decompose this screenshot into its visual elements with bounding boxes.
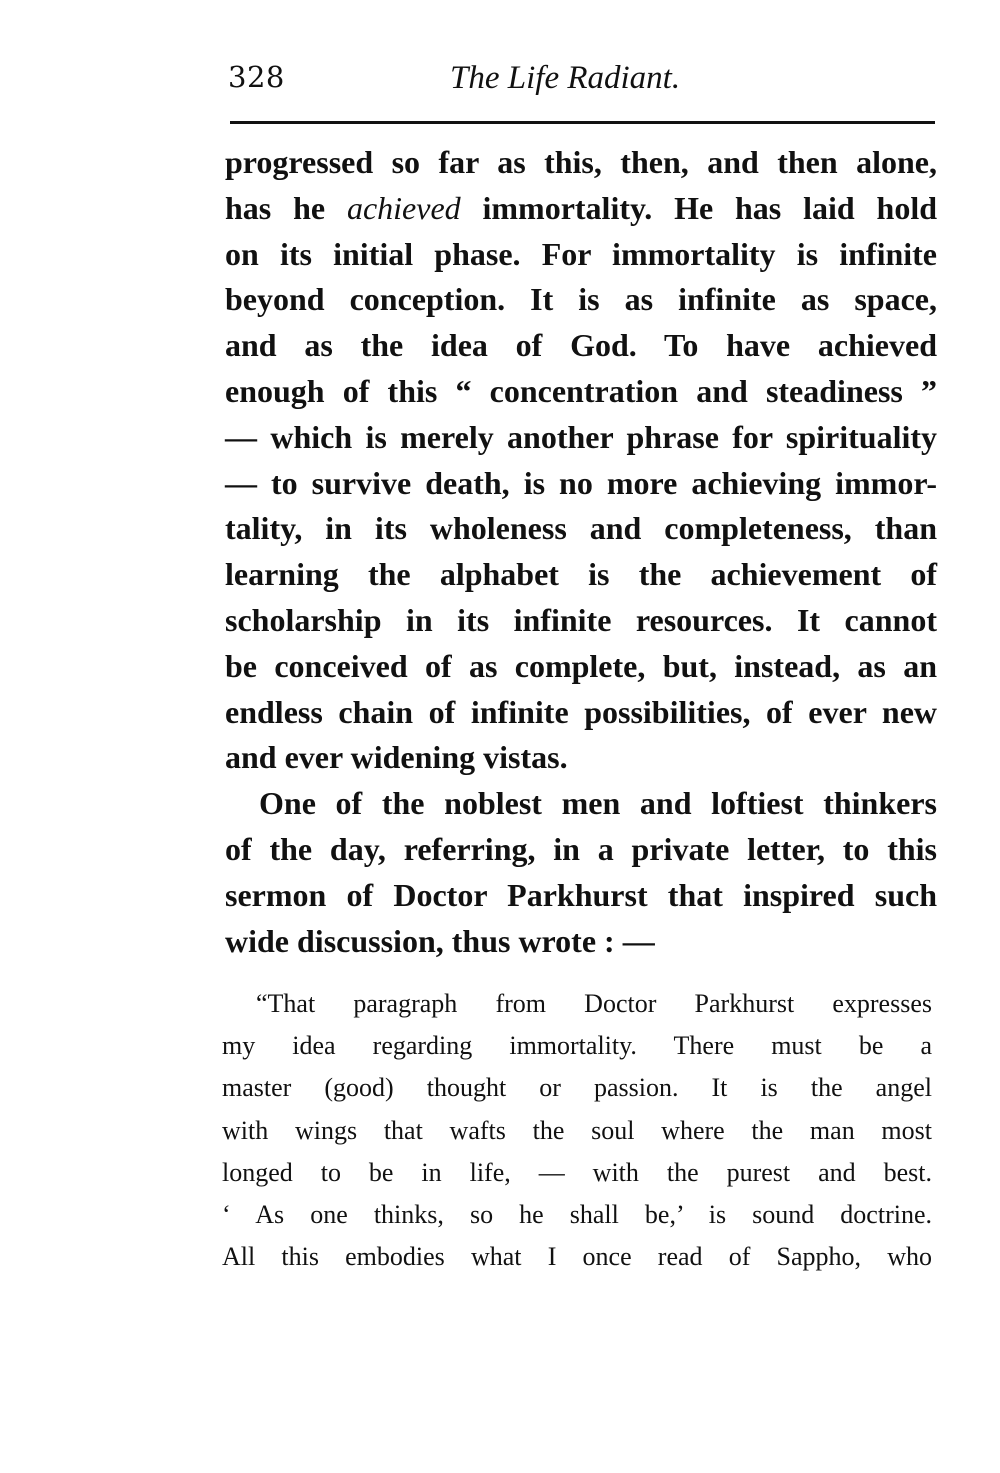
quote-line: master (good) thought or passion. It is the angel: [222, 1073, 932, 1103]
running-title: The Life Radiant.: [450, 60, 681, 96]
quote-line: with wings that wafts the soul where the man most: [222, 1115, 932, 1145]
paragraph-1: [225, 140, 937, 781]
text-run: has he: [225, 189, 347, 226]
page-number: 328: [228, 60, 285, 94]
quote-line: my idea regarding immortality. There must be a: [222, 1031, 932, 1061]
quote-line: ‘ As one thinks, so he shall be,’ is sound doctrine.: [222, 1200, 932, 1230]
text-line: and as the idea of God. To have achieved: [225, 327, 937, 364]
text-line: learning the alphabet is the achievement of: [225, 556, 937, 593]
text-line: scholarship in its infinite resources. It cannot: [225, 601, 937, 638]
text-line: sermon of Doctor Parkhurst that inspired such: [225, 876, 937, 913]
block-quote: [222, 983, 932, 1278]
paragraph-2: [225, 781, 937, 964]
main-text: [225, 140, 937, 964]
text-line: of the day, referring, in a private letter, to this: [225, 830, 937, 867]
quote-line: “That paragraph from Doctor Parkhurst expresses: [256, 989, 932, 1018]
text-line: and ever widening vistas.: [225, 739, 568, 776]
text-line: — which is merely another phrase for spirituality: [225, 418, 937, 455]
text-line: [225, 186, 937, 232]
quote-line: All this embodies what I once read of Sappho, who: [222, 1242, 932, 1272]
text-line: be conceived of as complete, but, instead, as an: [225, 647, 937, 684]
text-line: wide discussion, thus wrote : —: [225, 922, 655, 959]
text-line: — to survive death, is no more achieving immor-: [225, 464, 937, 501]
text-line: endless chain of infinite possibilities, of ever new: [225, 693, 937, 730]
text-line: enough of this “ concentration and steadiness ”: [225, 372, 937, 409]
italic-word: achieved: [346, 189, 461, 226]
text-line: beyond conception. It is as infinite as space,: [225, 281, 937, 318]
text-line: tality, in its wholeness and completeness, than: [225, 510, 937, 547]
text-line: progressed so far as this, then, and then alone,: [225, 144, 937, 180]
text-line: on its initial phase. For immortality is infinite: [225, 235, 937, 272]
text-run: immortality. He has laid hold: [460, 189, 937, 226]
text-line: One of the noblest men and loftiest thinkers: [259, 785, 937, 822]
quote-line: longed to be in life, — with the purest and best.: [222, 1157, 932, 1187]
header-rule: [230, 121, 935, 124]
page-header: [228, 60, 936, 104]
